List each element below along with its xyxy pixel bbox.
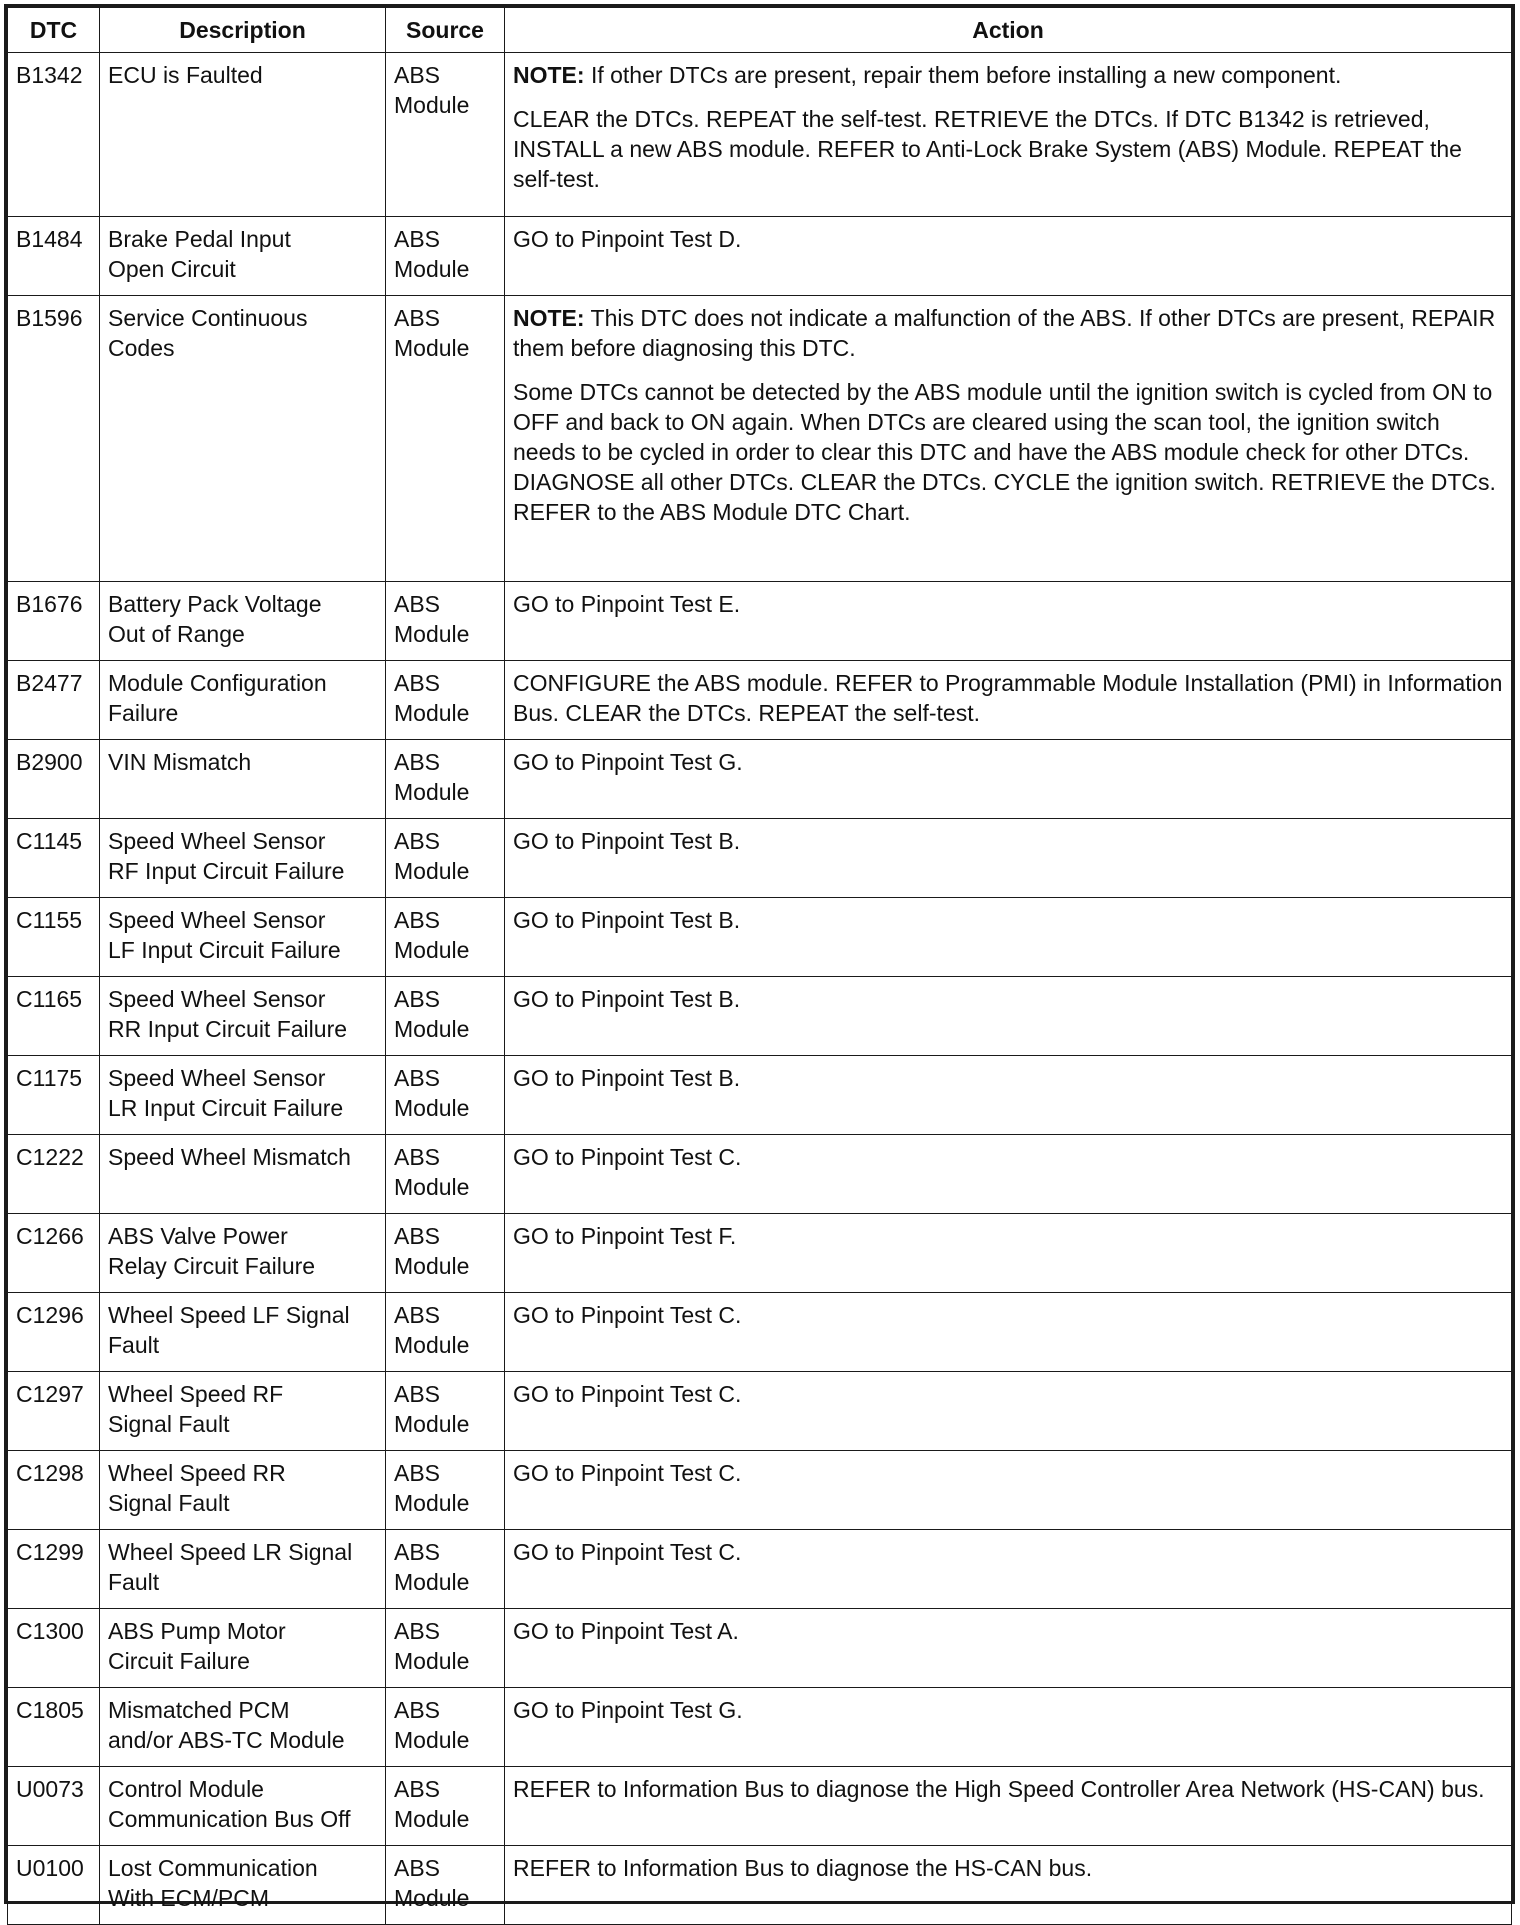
action-paragraph bbox=[513, 1774, 1503, 1804]
action-paragraph bbox=[513, 747, 1503, 777]
dtc-description bbox=[100, 977, 386, 1056]
dtc-action bbox=[505, 898, 1512, 977]
source-line: Module bbox=[394, 1806, 470, 1832]
source-line: Module bbox=[394, 1648, 470, 1674]
description-line: Module Configuration bbox=[108, 670, 327, 696]
source-line: Module bbox=[394, 1016, 470, 1042]
dtc-description bbox=[100, 1056, 386, 1135]
description-line: Out of Range bbox=[108, 621, 245, 647]
table-row bbox=[8, 819, 1512, 898]
source-line: Module bbox=[394, 1411, 470, 1437]
dtc-action bbox=[505, 977, 1512, 1056]
source-line: Module bbox=[394, 92, 470, 118]
dtc-code: C1300 bbox=[8, 1609, 100, 1688]
description-line: VIN Mismatch bbox=[108, 749, 252, 775]
table-row bbox=[8, 1135, 1512, 1214]
table-row bbox=[8, 1530, 1512, 1609]
header-action: Action bbox=[505, 8, 1512, 53]
header-description: Description bbox=[100, 8, 386, 53]
source-line: ABS bbox=[394, 1065, 441, 1091]
source-line: ABS bbox=[394, 226, 441, 252]
description-line: Battery Pack Voltage bbox=[108, 591, 322, 617]
dtc-action bbox=[505, 1293, 1512, 1372]
description-line: Failure bbox=[108, 700, 179, 726]
action-text: CLEAR the DTCs. REPEAT the self-test. RETRIEVE the DTCs. If DTC B1342 is retrieved, INSTALL a new ABS module. REFER to Anti-Lock Brake System (ABS) Module. REPEAT the self-test. bbox=[513, 106, 1462, 192]
source-line: ABS bbox=[394, 749, 441, 775]
action-text: GO to Pinpoint Test B. bbox=[513, 907, 741, 933]
dtc-code: C1805 bbox=[8, 1688, 100, 1767]
action-text: GO to Pinpoint Test C. bbox=[513, 1381, 742, 1407]
action-text: DIAGNOSE all other DTCs. CLEAR the DTCs. CYCLE the ignition switch. RETRIEVE the DTCs. REFER to the ABS Module DTC Chart. bbox=[513, 469, 1496, 525]
dtc-action bbox=[505, 1056, 1512, 1135]
description-line: ECU is Faulted bbox=[108, 62, 263, 88]
action-paragraph bbox=[513, 1379, 1503, 1409]
table-row bbox=[8, 296, 1512, 582]
action-paragraph bbox=[513, 1221, 1503, 1251]
action-paragraph bbox=[513, 668, 1503, 728]
dtc-source bbox=[386, 217, 505, 296]
description-line: LF Input Circuit Failure bbox=[108, 937, 341, 963]
table-row bbox=[8, 1451, 1512, 1530]
dtc-code: U0100 bbox=[8, 1846, 100, 1925]
source-line: Module bbox=[394, 937, 470, 963]
dtc-code: B1596 bbox=[8, 296, 100, 582]
header-source: Source bbox=[386, 8, 505, 53]
dtc-action bbox=[505, 740, 1512, 819]
description-line: Codes bbox=[108, 335, 175, 361]
action-paragraph bbox=[513, 589, 1503, 619]
table-row bbox=[8, 661, 1512, 740]
dtc-action bbox=[505, 217, 1512, 296]
source-line: ABS bbox=[394, 62, 441, 88]
dtc-description bbox=[100, 1135, 386, 1214]
source-line: ABS bbox=[394, 305, 441, 331]
table-row bbox=[8, 217, 1512, 296]
description-line: Speed Wheel Sensor bbox=[108, 1065, 326, 1091]
action-text: GO to Pinpoint Test A. bbox=[513, 1618, 739, 1644]
table-row bbox=[8, 898, 1512, 977]
action-text: GO to Pinpoint Test G. bbox=[513, 749, 743, 775]
dtc-code: B2900 bbox=[8, 740, 100, 819]
description-line: Signal Fault bbox=[108, 1411, 230, 1437]
source-line: ABS bbox=[394, 907, 441, 933]
source-line: ABS bbox=[394, 1855, 441, 1881]
dtc-action bbox=[505, 1214, 1512, 1293]
dtc-action bbox=[505, 296, 1512, 582]
dtc-description bbox=[100, 1530, 386, 1609]
dtc-code: C1165 bbox=[8, 977, 100, 1056]
description-line: RR Input Circuit Failure bbox=[108, 1016, 348, 1042]
description-line: Wheel Speed RF bbox=[108, 1381, 284, 1407]
dtc-code: C1296 bbox=[8, 1293, 100, 1372]
dtc-source bbox=[386, 819, 505, 898]
action-text: GO to Pinpoint Test B. bbox=[513, 1065, 741, 1091]
source-line: Module bbox=[394, 1490, 470, 1516]
action-text: GO to Pinpoint Test B. bbox=[513, 828, 741, 854]
dtc-source bbox=[386, 1767, 505, 1846]
source-line: Module bbox=[394, 779, 470, 805]
action-text: GO to Pinpoint Test C. bbox=[513, 1460, 742, 1486]
description-line: Circuit Failure bbox=[108, 1648, 250, 1674]
description-line: Communication Bus Off bbox=[108, 1806, 351, 1832]
action-paragraph bbox=[513, 303, 1503, 363]
description-line: Speed Wheel Sensor bbox=[108, 986, 326, 1012]
dtc-description bbox=[100, 582, 386, 661]
dtc-code: C1299 bbox=[8, 1530, 100, 1609]
description-line: With ECM/PCM bbox=[108, 1885, 269, 1911]
dtc-code: B2477 bbox=[8, 661, 100, 740]
dtc-description bbox=[100, 1609, 386, 1688]
source-line: Module bbox=[394, 1727, 470, 1753]
header-dtc: DTC bbox=[8, 8, 100, 53]
dtc-description bbox=[100, 1451, 386, 1530]
description-line: ABS Pump Motor bbox=[108, 1618, 286, 1644]
description-line: Wheel Speed LR Signal bbox=[108, 1539, 353, 1565]
dtc-source bbox=[386, 1135, 505, 1214]
dtc-source bbox=[386, 1688, 505, 1767]
dtc-description bbox=[100, 1293, 386, 1372]
table-row bbox=[8, 1846, 1512, 1925]
dtc-code: C1297 bbox=[8, 1372, 100, 1451]
source-line: ABS bbox=[394, 1618, 441, 1644]
action-paragraph bbox=[513, 1300, 1503, 1330]
action-text: GO to Pinpoint Test C. bbox=[513, 1302, 742, 1328]
dtc-description bbox=[100, 1688, 386, 1767]
dtc-code: C1266 bbox=[8, 1214, 100, 1293]
action-text: REFER to Information Bus to diagnose the HS-CAN bus. bbox=[513, 1855, 1093, 1881]
dtc-description bbox=[100, 296, 386, 582]
dtc-source bbox=[386, 1846, 505, 1925]
table-row bbox=[8, 740, 1512, 819]
action-text: GO to Pinpoint Test C. bbox=[513, 1144, 742, 1170]
dtc-code: C1175 bbox=[8, 1056, 100, 1135]
source-line: Module bbox=[394, 1174, 470, 1200]
table-row bbox=[8, 1767, 1512, 1846]
source-line: ABS bbox=[394, 591, 441, 617]
action-paragraph bbox=[513, 1616, 1503, 1646]
description-line: LR Input Circuit Failure bbox=[108, 1095, 344, 1121]
table-row bbox=[8, 977, 1512, 1056]
description-line: Fault bbox=[108, 1332, 160, 1358]
dtc-action bbox=[505, 1530, 1512, 1609]
source-line: ABS bbox=[394, 1776, 441, 1802]
dtc-description bbox=[100, 53, 386, 217]
description-line: and/or ABS-TC Module bbox=[108, 1727, 345, 1753]
dtc-source bbox=[386, 1293, 505, 1372]
dtc-code: C1145 bbox=[8, 819, 100, 898]
dtc-source bbox=[386, 296, 505, 582]
dtc-code: U0073 bbox=[8, 1767, 100, 1846]
action-paragraph bbox=[513, 1537, 1503, 1567]
dtc-code: C1298 bbox=[8, 1451, 100, 1530]
table-row bbox=[8, 1372, 1512, 1451]
action-text: GO to Pinpoint Test D. bbox=[513, 226, 742, 252]
action-text: GO to Pinpoint Test G. bbox=[513, 1697, 743, 1723]
dtc-source bbox=[386, 977, 505, 1056]
dtc-source bbox=[386, 1214, 505, 1293]
source-line: Module bbox=[394, 700, 470, 726]
action-paragraph bbox=[513, 1063, 1503, 1093]
dtc-source bbox=[386, 1451, 505, 1530]
dtc-action bbox=[505, 1451, 1512, 1530]
source-line: ABS bbox=[394, 670, 441, 696]
action-paragraph bbox=[513, 1458, 1503, 1488]
table-row bbox=[8, 1688, 1512, 1767]
action-paragraph bbox=[513, 826, 1503, 856]
dtc-action bbox=[505, 1767, 1512, 1846]
dtc-action bbox=[505, 1609, 1512, 1688]
description-line: Wheel Speed LF Signal bbox=[108, 1302, 350, 1328]
dtc-code: B1484 bbox=[8, 217, 100, 296]
description-line: Speed Wheel Sensor bbox=[108, 828, 326, 854]
action-paragraph bbox=[513, 984, 1503, 1014]
dtc-description bbox=[100, 1846, 386, 1925]
table-row bbox=[8, 1293, 1512, 1372]
action-paragraph bbox=[513, 1695, 1503, 1725]
description-line: Speed Wheel Sensor bbox=[108, 907, 326, 933]
dtc-description bbox=[100, 1372, 386, 1451]
dtc-table bbox=[7, 7, 1512, 1925]
source-line: ABS bbox=[394, 986, 441, 1012]
action-paragraph bbox=[513, 60, 1503, 90]
dtc-code: B1676 bbox=[8, 582, 100, 661]
dtc-action bbox=[505, 53, 1512, 217]
description-line: Brake Pedal Input bbox=[108, 226, 291, 252]
source-line: ABS bbox=[394, 1223, 441, 1249]
source-line: ABS bbox=[394, 1697, 441, 1723]
dtc-chart bbox=[4, 4, 1515, 1911]
dtc-source bbox=[386, 1056, 505, 1135]
note-label: NOTE: bbox=[513, 62, 585, 88]
source-line: Module bbox=[394, 335, 470, 361]
source-line: Module bbox=[394, 1885, 470, 1911]
dtc-table-body bbox=[8, 53, 1512, 1925]
action-text: GO to Pinpoint Test C. bbox=[513, 1539, 742, 1565]
description-line: Control Module bbox=[108, 1776, 264, 1802]
description-line: Relay Circuit Failure bbox=[108, 1253, 316, 1279]
dtc-source bbox=[386, 1530, 505, 1609]
source-line: ABS bbox=[394, 1539, 441, 1565]
action-paragraph bbox=[513, 1142, 1503, 1172]
description-line: Signal Fault bbox=[108, 1490, 230, 1516]
action-paragraph bbox=[513, 1853, 1503, 1883]
dtc-action bbox=[505, 1372, 1512, 1451]
action-text: If other DTCs are present, repair them before installing a new component. bbox=[584, 62, 1342, 88]
action-text: GO to Pinpoint Test E. bbox=[513, 591, 741, 617]
dtc-description bbox=[100, 740, 386, 819]
dtc-description bbox=[100, 661, 386, 740]
dtc-code: C1155 bbox=[8, 898, 100, 977]
dtc-description bbox=[100, 898, 386, 977]
action-text: GO to Pinpoint Test B. bbox=[513, 986, 741, 1012]
source-line: Module bbox=[394, 858, 470, 884]
dtc-source bbox=[386, 661, 505, 740]
table-row bbox=[8, 582, 1512, 661]
source-line: ABS bbox=[394, 1460, 441, 1486]
dtc-source bbox=[386, 740, 505, 819]
action-paragraph bbox=[513, 467, 1503, 527]
source-line: Module bbox=[394, 1332, 470, 1358]
source-line: Module bbox=[394, 1253, 470, 1279]
dtc-source bbox=[386, 1609, 505, 1688]
dtc-source bbox=[386, 53, 505, 217]
action-paragraph bbox=[513, 224, 1503, 254]
description-line: Mismatched PCM bbox=[108, 1697, 290, 1723]
dtc-description bbox=[100, 819, 386, 898]
description-line: Service Continuous bbox=[108, 305, 308, 331]
description-line: ABS Valve Power bbox=[108, 1223, 288, 1249]
dtc-action bbox=[505, 819, 1512, 898]
header-row bbox=[8, 8, 1512, 53]
source-line: ABS bbox=[394, 1302, 441, 1328]
action-text: Some DTCs cannot be detected by the ABS module until the ignition switch is cycled from ON to OFF and back to ON again. When DTCs are cleared using the scan tool, the ignition switch needs to be cycled in order to clear this DTC and have the ABS module check for other DTCs. bbox=[513, 379, 1493, 465]
action-text: CONFIGURE the ABS module. REFER to Programmable Module Installation (PMI) in Information Bus. CLEAR the DTCs. REPEAT the self-test. bbox=[513, 670, 1503, 726]
dtc-action bbox=[505, 1688, 1512, 1767]
dtc-description bbox=[100, 1214, 386, 1293]
description-line: RF Input Circuit Failure bbox=[108, 858, 345, 884]
action-paragraph bbox=[513, 377, 1503, 467]
dtc-description bbox=[100, 217, 386, 296]
dtc-action bbox=[505, 1846, 1512, 1925]
table-row bbox=[8, 1609, 1512, 1688]
action-paragraph bbox=[513, 104, 1503, 194]
dtc-action bbox=[505, 1135, 1512, 1214]
description-line: Wheel Speed RR bbox=[108, 1460, 286, 1486]
description-line: Speed Wheel Mismatch bbox=[108, 1144, 351, 1170]
source-line: ABS bbox=[394, 1381, 441, 1407]
action-text: REFER to Information Bus to diagnose the High Speed Controller Area Network (HS-CAN) bus. bbox=[513, 1776, 1485, 1802]
description-line: Fault bbox=[108, 1569, 160, 1595]
action-paragraph bbox=[513, 905, 1503, 935]
source-line: ABS bbox=[394, 828, 441, 854]
dtc-action bbox=[505, 582, 1512, 661]
source-line: Module bbox=[394, 1095, 470, 1121]
table-row bbox=[8, 1056, 1512, 1135]
dtc-code: C1222 bbox=[8, 1135, 100, 1214]
table-row bbox=[8, 1214, 1512, 1293]
table-row bbox=[8, 53, 1512, 217]
source-line: ABS bbox=[394, 1144, 441, 1170]
source-line: Module bbox=[394, 1569, 470, 1595]
source-line: Module bbox=[394, 621, 470, 647]
dtc-description bbox=[100, 1767, 386, 1846]
source-line: Module bbox=[394, 256, 470, 282]
dtc-source bbox=[386, 1372, 505, 1451]
dtc-action bbox=[505, 661, 1512, 740]
dtc-source bbox=[386, 898, 505, 977]
action-text: GO to Pinpoint Test F. bbox=[513, 1223, 737, 1249]
dtc-source bbox=[386, 582, 505, 661]
description-line: Lost Communication bbox=[108, 1855, 318, 1881]
dtc-code: B1342 bbox=[8, 53, 100, 217]
note-label: NOTE: bbox=[513, 305, 585, 331]
description-line: Open Circuit bbox=[108, 256, 236, 282]
action-text: This DTC does not indicate a malfunction of the ABS. If other DTCs are present, REPAIR them before diagnosing this DTC. bbox=[513, 305, 1496, 361]
